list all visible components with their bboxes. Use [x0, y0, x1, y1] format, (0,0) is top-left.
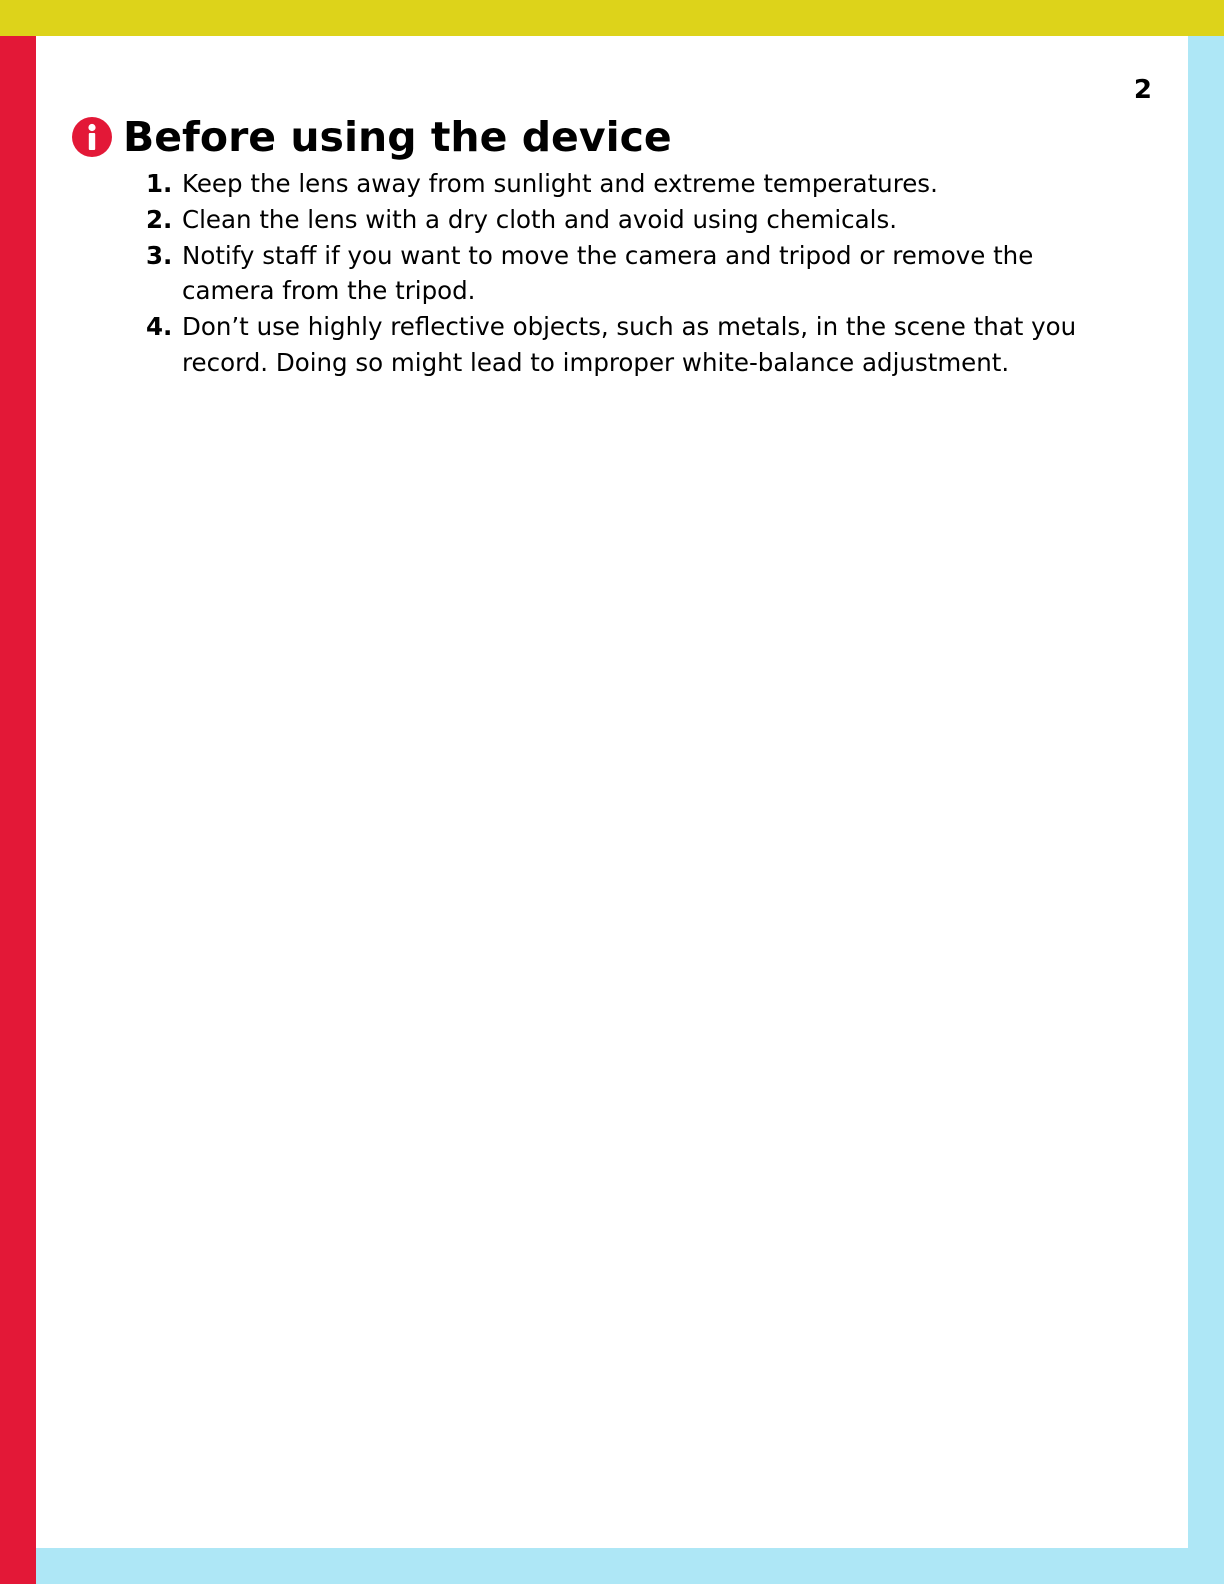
step-text: Notify staff if you want to move the camera and tripod or remove the camera from the tripod.: [182, 240, 1034, 306]
step-number: 1.: [146, 169, 173, 198]
step-text: Clean the lens with a dry cloth and avoid using chemicals.: [182, 204, 898, 234]
list-item: [146, 309, 1106, 381]
list-item: [146, 166, 1106, 202]
info-icon: [72, 117, 112, 157]
step-text: Don’t use highly reflective objects, such as metals, in the scene that you record. Doing so might lead to improper white-balance adjustment.: [182, 312, 1077, 377]
left-color-band: [0, 36, 36, 1584]
section-heading: [72, 112, 672, 162]
right-color-band: [1188, 36, 1224, 1584]
step-text: Keep the lens away from sunlight and extreme temperatures.: [182, 169, 938, 198]
step-number: 2.: [146, 204, 173, 234]
steps-list: [146, 166, 1106, 381]
page-number: 2: [1133, 75, 1152, 105]
list-item: [146, 238, 1106, 310]
step-number: 3.: [146, 240, 173, 270]
step-number: 4.: [146, 312, 173, 342]
list-item: [146, 202, 1106, 238]
section-title: Before using the device: [123, 113, 672, 161]
bottom-color-band: [36, 1548, 1188, 1584]
top-color-band: [0, 0, 1224, 36]
